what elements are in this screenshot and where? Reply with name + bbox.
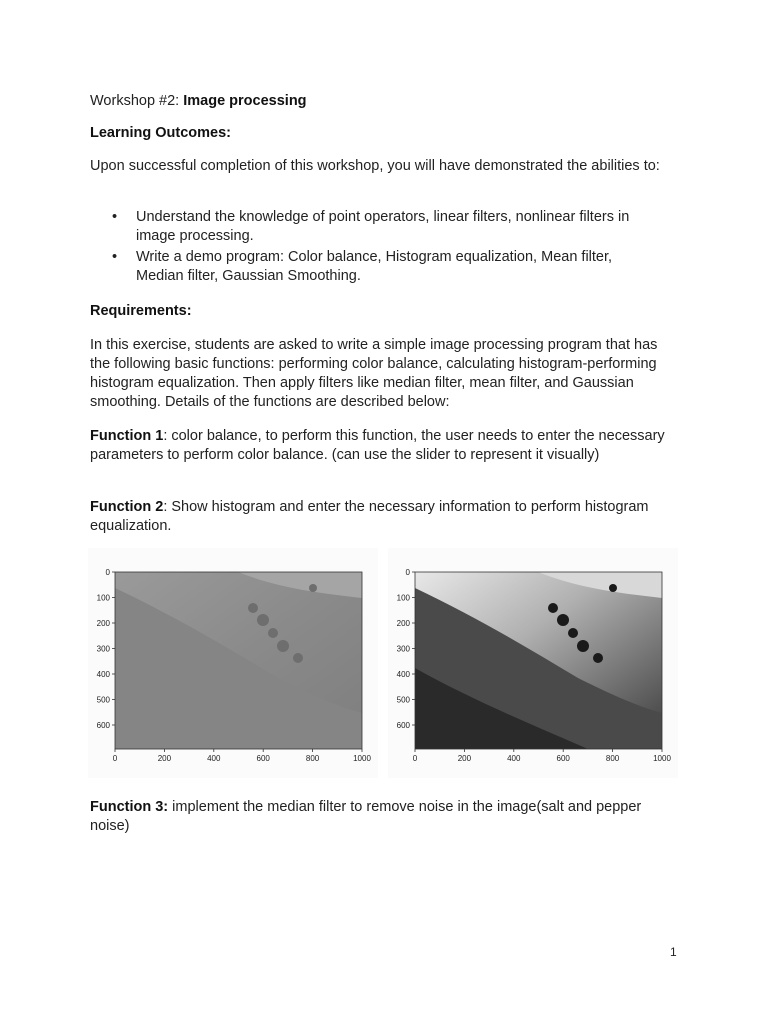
function-1 [90, 427, 680, 465]
figure-equalized-plot [388, 548, 678, 778]
y-tick-label: 100 [396, 593, 410, 603]
list-item-text: Write a demo program: Color balance, Histogram equalization, Mean filter, Median filter, Gaussian Smoothing. [136, 249, 613, 284]
y-tick-label: 500 [96, 695, 110, 705]
workshop-title: Image processing [183, 93, 307, 109]
y-tick-label: 300 [96, 644, 110, 654]
function-3-text: implement the median filter to remove noise in the image(salt and pepper noise) [90, 799, 642, 834]
function-2-text: : Show histogram and enter the necessary information to perform histogram equalization. [90, 499, 649, 534]
x-tick-label: 600 [556, 754, 570, 763]
y-tick-label: 600 [96, 721, 110, 730]
x-tick-label: 600 [256, 754, 270, 763]
list-item-text: Understand the knowledge of point operators, linear filters, nonlinear filters in image processing. [136, 209, 630, 244]
y-tick-label: 600 [396, 721, 410, 730]
function-3 [90, 798, 680, 836]
list-item [90, 208, 650, 246]
x-tick-label: 0 [412, 754, 418, 763]
document-title [90, 92, 680, 111]
requirements-heading [90, 302, 680, 321]
x-tick-label: 400 [207, 754, 221, 763]
requirements-paragraph: In this exercise, students are asked to write a simple image processing program that has the following basic functions: performing color balance, calculating histogram-performing histogram equalization. Then apply filters like median filter, mean filter, and Gaussian smoothing. Details of the functions are described below: [90, 337, 658, 410]
x-tick-label: 1000 [353, 754, 371, 763]
x-tick-label: 800 [305, 754, 320, 763]
function-2 [90, 498, 680, 536]
figure-equalized [388, 548, 678, 778]
function-1-label: Function 1 [90, 428, 164, 444]
x-axis-ticks [413, 749, 672, 763]
y-tick-label: 500 [396, 695, 410, 705]
learning-outcomes-heading-text: Learning Outcomes: [90, 125, 231, 141]
learning-outcomes-heading [90, 124, 680, 143]
x-tick-label: 200 [457, 754, 472, 763]
bullet-icon: • [112, 249, 118, 265]
figure-original-plot [88, 548, 378, 778]
function-1-text: : color balance, to perform this function, the user needs to enter the necessary parameters to perform color balance. (can use the slider to represent it visually) [90, 428, 665, 463]
x-tick-label: 200 [157, 754, 172, 763]
function-3-label: Function 3: [90, 799, 169, 815]
y-tick-label: 0 [105, 568, 110, 577]
list-item [90, 248, 650, 286]
y-tick-label: 100 [96, 593, 110, 603]
page-number: 1 [670, 945, 677, 959]
y-tick-label: 200 [96, 619, 110, 628]
y-tick-label: 400 [96, 670, 110, 679]
y-tick-label: 400 [396, 670, 410, 679]
y-tick-label: 300 [396, 644, 410, 654]
y-axis-ticks [397, 568, 415, 730]
figure-original [88, 548, 378, 778]
learning-outcomes-list [90, 208, 650, 288]
x-tick-label: 400 [507, 754, 521, 763]
x-tick-label: 0 [112, 754, 118, 763]
workshop-prefix: Workshop #2: [90, 93, 184, 109]
y-tick-label: 200 [396, 619, 410, 628]
bullet-icon: • [112, 209, 118, 225]
x-axis-ticks [113, 749, 372, 763]
y-tick-label: 0 [405, 568, 410, 577]
x-tick-label: 800 [605, 754, 620, 763]
requirements-heading-text: Requirements: [90, 303, 192, 319]
y-axis-ticks [97, 568, 115, 730]
learning-outcomes-intro: Upon successful completion of this workshop, you will have demonstrated the abilities to: [90, 158, 660, 174]
function-2-label: Function 2 [90, 499, 164, 515]
x-tick-label: 1000 [653, 754, 671, 763]
